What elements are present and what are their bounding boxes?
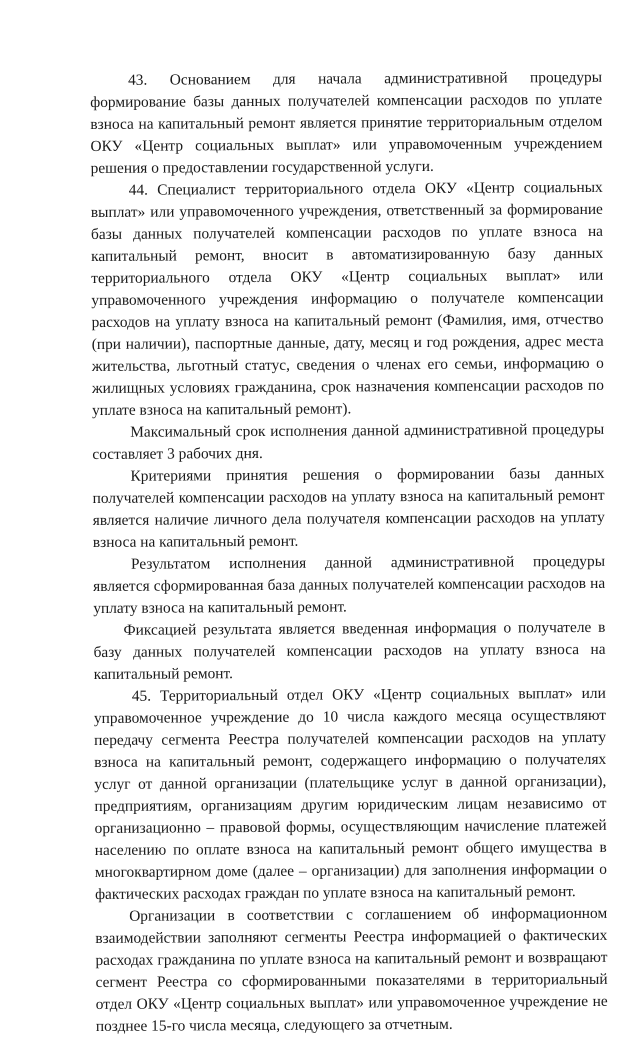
paragraph-max-term: Максимальный срок исполнения данной административной процедуры составляет 3 рабочих дня. [92,420,605,463]
paragraph-44: 44. Специалист территориального отдела ОКУ «Центр социальных выплат» или управомоченного учреждения, ответственный за формирование базы данных получателей компенсации расходов по уплате взноса на капитальный ремонт, вносит в автоматизированную базу данных территориального отдела ОКУ «Центр социальных выплат» или управомоченного учреждения информацию о получателе компенсации расходов на уплату взноса на капитальный ремонт (Фамилия, имя, отчество (при наличии), паспортные данные, дату, месяц и год рождения, адрес места жительства, льготный статус, сведения о членах его семьи, информацию о жилищных условиях гражданина, срок назначения компенсации расходов по уплате взноса на капитальный ремонт). [90,178,604,419]
paragraph-45: 45. Территориальный отдел ОКУ «Центр социальных выплат» или управомоченное учреждение до 10 числа каждого месяца осуществляют передачу сегмента Реестра получателей компенсации расходов на уплату взноса на капитальный ремонт, содержащего информацию о получателях услуг от данной организации (плательщике услуг в данной организации), предприятиям, организациям другим юридическим лицам независимо от организационно – правовой формы, осуществляющим начисление платежей населению по оплате взноса на капитальный ремонт общего имущества в многоквартирном доме (далее – организации) для заполнения информации о фактических расходах граждан по уплате взноса на капитальный ремонт. [93,684,607,903]
document-page [90,67,608,1038]
paragraph-criteria: Критериями принятия решения о формировании базы данных получателей компенсации расходов на уплату взноса на капитальный ремонт является наличие личного дела получателя компенсации расходов на уплату взноса на капитальный ремонт. [92,464,605,551]
paragraph-organizations: Организации в соответствии с соглашением об информационном взаимодействии заполняют сегменты Реестра информацией о фактических расходах гражданина по уплате взноса на капитальный ремонт и возвращают сегмент Реестра со сформированными показателями в территориальный отдел ОКУ «Центр социальных выплат» или управомоченное учреждение не позднее 15-го числа месяца, следующего за отчетным. [95,904,608,1035]
paragraph-43: 43. Основанием для начала административной процедуры формирование базы данных получателей компенсации расходов по уплате взноса на капитальный ремонт является принятие территориальным отделом ОКУ «Центр социальных выплат» или управомоченным учреждением решения о предоставлении государственной услуги. [90,68,603,177]
paragraph-fixation: Фиксацией результата является введенная информация о получателе в базу данных получателей компенсации расходов на уплату взноса на капитальный ремонт. [93,618,606,683]
paragraph-result: Результатом исполнения данной административной процедуры является сформированная база данных получателей компенсации расходов на уплату взноса на капитальный ремонт. [93,552,606,617]
